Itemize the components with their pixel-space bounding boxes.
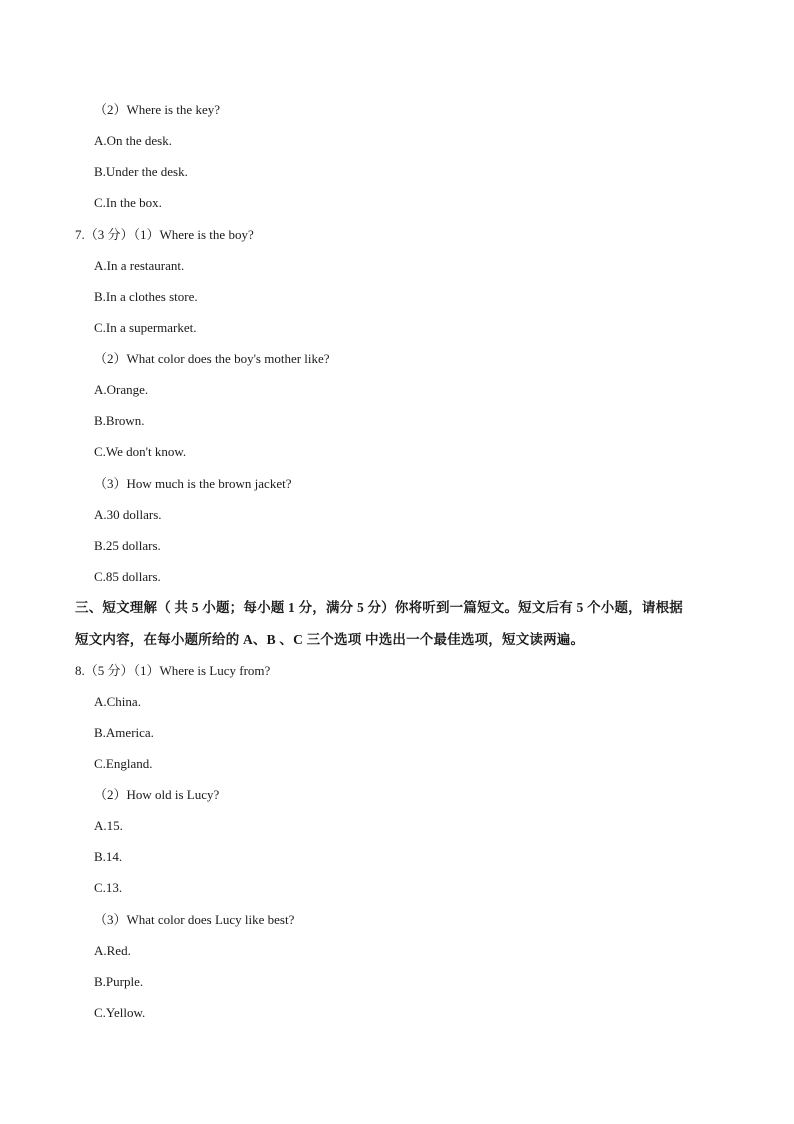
option-c: C.In a supermarket. <box>94 320 197 335</box>
option-a: A.30 dollars. <box>94 507 162 522</box>
option-a: A.China. <box>94 694 141 709</box>
option-b: B.Purple. <box>94 974 144 989</box>
option-c: C.85 dollars. <box>94 569 161 584</box>
option-a: A.Red. <box>94 943 131 958</box>
option-b: B.25 dollars. <box>94 538 161 553</box>
option-b: B.14. <box>94 849 123 864</box>
option-b: B.Under the desk. <box>94 164 188 179</box>
option-a: A.In a restaurant. <box>94 258 185 273</box>
option-c: C.We don't know. <box>94 444 187 459</box>
question-7-sub-3: （3）How much is the brown jacket? <box>94 476 292 491</box>
option-b: B.Brown. <box>94 413 145 428</box>
option-c: C.In the box. <box>94 195 162 210</box>
option-c: C.13. <box>94 880 123 895</box>
section-3-instructions: 短文内容，在每小题所给的 A、B 、C 三个选项 中选出一个最佳选项，短文读两遍。 <box>75 632 585 647</box>
option-b: B.America. <box>94 725 154 740</box>
option-c: C.England. <box>94 756 153 771</box>
option-a: A.15. <box>94 818 123 833</box>
option-b: B.In a clothes store. <box>94 289 198 304</box>
question-7-sub-2: （2）What color does the boy's mother like? <box>94 351 330 366</box>
question-8-sub-3: （3）What color does Lucy like best? <box>94 912 295 927</box>
question-8-sub-2: （2）How old is Lucy? <box>94 787 220 802</box>
question-8-sub-1: 8.（5 分）（1）Where is Lucy from? <box>75 663 271 678</box>
option-c: C.Yellow. <box>94 1005 146 1020</box>
question-6-sub-2: （2）Where is the key? <box>94 102 220 117</box>
option-a: A.On the desk. <box>94 133 172 148</box>
option-a: A.Orange. <box>94 382 149 397</box>
question-7-sub-1: 7.（3 分）（1）Where is the boy? <box>75 227 254 242</box>
section-3-heading: 三、短文理解（ 共 5 小题；每小题 1 分，满分 5 分）你将听到一篇短文。短文后有 5 个小题，请根据 <box>75 600 683 615</box>
